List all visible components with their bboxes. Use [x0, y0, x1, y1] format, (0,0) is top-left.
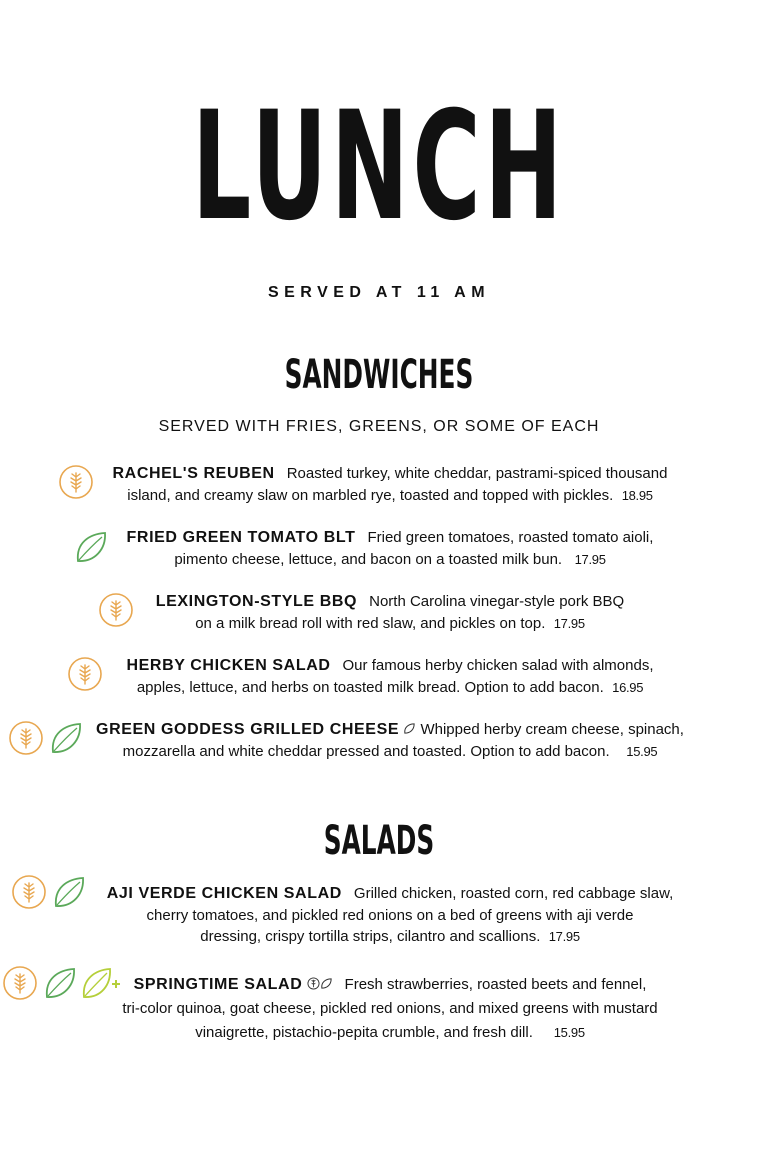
list-item	[90, 591, 690, 634]
item-description: pimento cheese, lettuce, and bacon on a toasted milk bun.	[174, 550, 563, 568]
item-description: Fresh strawberries, roasted beets and fennel,	[344, 976, 647, 993]
item-name: RACHEL'S REUBEN	[112, 465, 275, 482]
item-description: Our famous herby chicken salad with almonds,	[342, 657, 654, 674]
item-price: 17.95	[548, 929, 580, 944]
item-description: cherry tomatoes, and pickled red onions on a bed of greens with aji verde	[146, 906, 634, 924]
item-description: Grilled chicken, roasted corn, red cabbage slaw,	[353, 885, 674, 902]
item-name: SPRINGTIME SALAD	[133, 976, 303, 993]
wheat-icon	[58, 464, 94, 500]
item-description: dressing, crispy tortilla strips, cilantro and scallions.	[200, 928, 541, 945]
sandwiches-heading: SANDWICHES	[284, 352, 474, 398]
item-description: vinaigrette, pistachio-pepita crumble, and fresh dill.	[195, 1024, 533, 1041]
leaf-icon	[48, 720, 84, 756]
mini-leaf-icon	[320, 977, 333, 990]
list-item	[90, 655, 690, 698]
list-item	[90, 527, 690, 570]
leaf-icon	[42, 965, 78, 1001]
item-price: 18.95	[621, 487, 653, 503]
wheat-icon	[11, 874, 47, 910]
item-description: apples, lettuce, and herbs on toasted milk bread. Option to add bacon.	[136, 678, 604, 696]
mini-wheat-icon	[307, 977, 320, 990]
item-description: Whipped herby cream cheese, spinach,	[420, 721, 684, 738]
item-description: Roasted turkey, white cheddar, pastrami-spiced thousand	[286, 465, 668, 482]
mini-leaf-icon	[403, 722, 416, 735]
item-description: mozzarella and white cheddar pressed and toasted. Option to add bacon.	[122, 742, 610, 760]
item-description: island, and creamy slaw on marbled rye, toasted and topped with pickles.	[127, 486, 614, 504]
item-name: HERBY CHICKEN SALAD	[126, 657, 331, 674]
item-price: 17.95	[553, 615, 585, 631]
list-item	[88, 719, 692, 762]
item-name: FRIED GREEN TOMATO BLT	[126, 529, 356, 546]
item-description: tri-color quinoa, goat cheese, pickled red onions, and mixed greens with mustard	[122, 1000, 658, 1017]
item-description: North Carolina vinegar-style pork BBQ	[369, 593, 625, 610]
wheat-icon	[8, 720, 44, 756]
item-description: on a milk bread roll with red slaw, and pickles on top.	[195, 614, 546, 632]
item-name: AJI VERDE CHICKEN SALAD	[106, 885, 342, 902]
wheat-icon	[2, 965, 38, 1001]
item-price: 15.95	[626, 743, 658, 759]
salads-heading: SALADS	[323, 818, 435, 864]
item-description: Fried green tomatoes, roasted tomato aioli,	[367, 529, 654, 546]
page-subtitle: SERVED AT 11 AM	[267, 284, 491, 301]
item-name: LEXINGTON-STYLE BBQ	[155, 593, 358, 610]
list-item	[88, 883, 692, 948]
item-name: GREEN GODDESS GRILLED CHEESE	[96, 721, 400, 738]
item-price: 17.95	[574, 551, 606, 567]
leaf-icon	[51, 874, 87, 910]
item-price: 16.95	[612, 679, 644, 695]
sandwiches-note: SERVED WITH FRIES, GREENS, OR SOME OF EACH	[158, 418, 600, 435]
list-item	[90, 973, 690, 1045]
page-title: LUNCH	[192, 80, 566, 254]
list-item	[90, 463, 690, 506]
item-price: 15.95	[553, 1025, 585, 1040]
